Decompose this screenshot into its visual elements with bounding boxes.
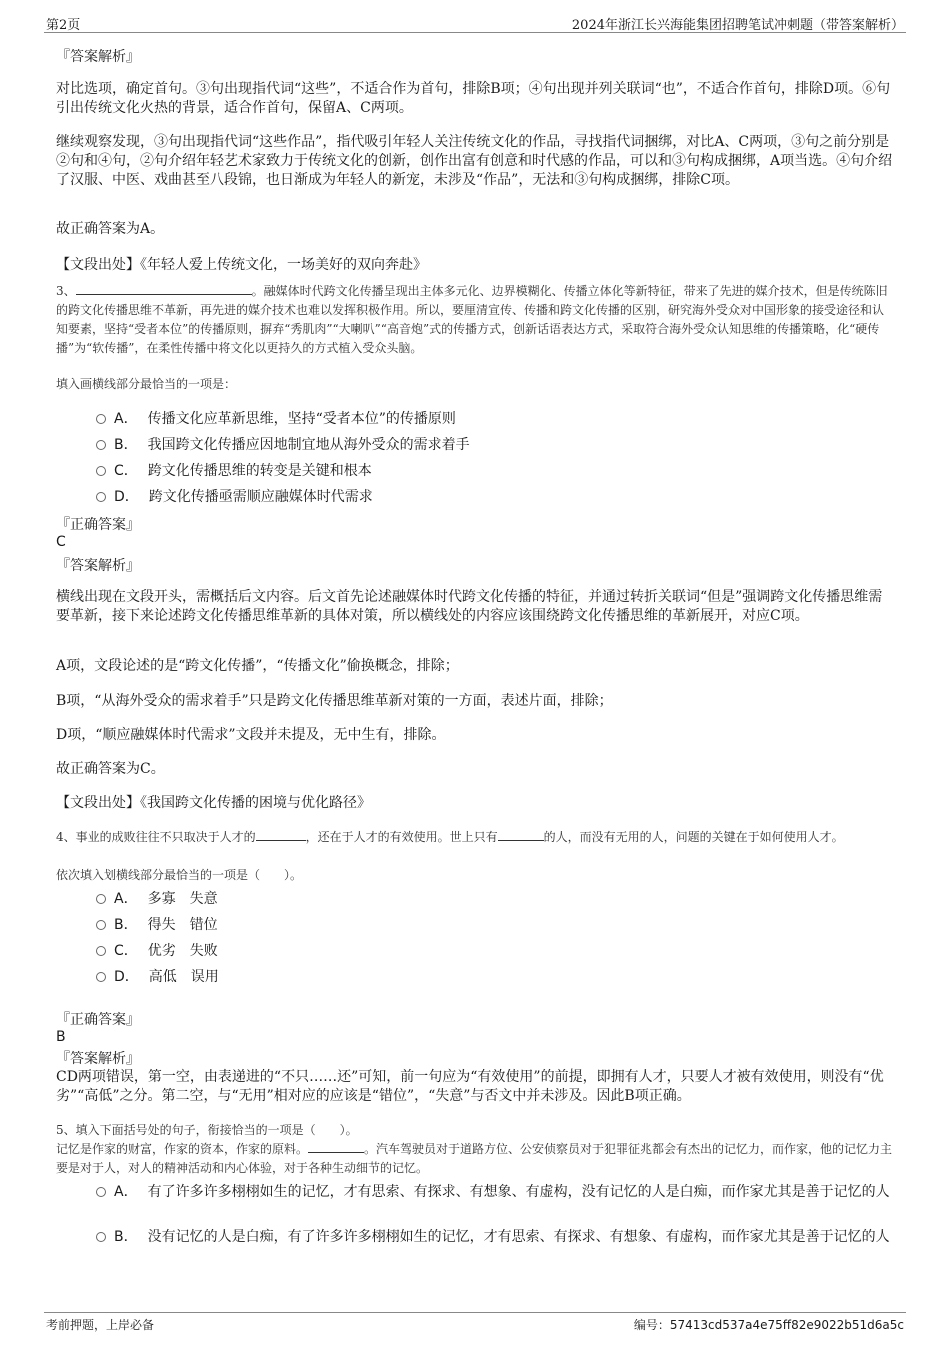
q4-prompt: 依次填入划横线部分最恰当的一项是（ ）。: [56, 868, 303, 882]
q3-conclusion: 故正确答案为C。: [56, 761, 165, 777]
q5-question: 5、填入下面括号处的句子，衔接恰当的一项是（ ）。: [56, 1123, 358, 1137]
q3-analysis-p2: A项，文段论述的是“跨文化传播”，“传播文化”偷换概念，排除；: [56, 658, 459, 674]
radio-button[interactable]: [96, 1187, 106, 1197]
q4-option-b[interactable]: B． 得失 错位: [96, 914, 896, 936]
q3-correct-answer: C: [56, 534, 66, 550]
radio-button[interactable]: [96, 894, 106, 904]
q4-blank-1: [256, 840, 306, 841]
q3-analysis-p4: D项，“顺应融媒体时代需求”文段并未提及，无中生有，排除。: [56, 727, 446, 743]
q3-passage: [56, 282, 894, 358]
q5-option-b[interactable]: B． 没有记忆的人是白痴，有了许多许多栩栩如生的记忆，才有思索、有探求、有想象、有虚构，而作家尤其是善于记忆的人: [96, 1226, 896, 1248]
radio-button[interactable]: [96, 972, 106, 982]
q3-blank: [76, 294, 252, 295]
q3-passage-text: 。融媒体时代跨文化传播呈现出主体多元化、边界模糊化、传播立体化等新特征，带来了先进的媒介技术，但是传统陈旧的跨文化传播思维不革新，再先进的媒介技术也难以发挥积极作用。所以，要厘清宣传、传播和跨文化传播的区别，研究海外受众对中国形象的接受途径和认知要素，坚持“受者本位”的传播原则，摒弃“秀肌肉”“大喇叭”“高音炮”式的传播方式，创新话语表达方式，采取符合海外受众认知思维的传播策略，化“硬传播”为“软传播”，在柔性传播中将文化以更持久的方式植入受众头脑。: [56, 284, 888, 355]
analysis-label: 『答案解析』: [56, 49, 140, 65]
q4-question: 4、事业的成败往往不只取决于人才的 ，还在于人才的有效使用。世上只有 的人，而没有无用的人，问题的关键在于如何使用人才。: [56, 830, 844, 844]
q3-number: 3、: [56, 284, 76, 298]
q4-blank-2: [498, 840, 544, 841]
q2-conclusion: 故正确答案为A。: [56, 221, 165, 237]
radio-button[interactable]: [96, 414, 106, 424]
radio-button[interactable]: [96, 466, 106, 476]
q5-blank: [308, 1152, 364, 1153]
q4-correct-answer: B: [56, 1029, 66, 1045]
correct-answer-label: 『正确答案』: [56, 1012, 140, 1028]
analysis-label: 『答案解析』: [56, 558, 140, 574]
q4-analysis: CD两项错误，第一空，由表递进的“不只……还”可知，前一句应为“有效使用”的前提，即拥有人才，只要人才被有效使用，则没有“优劣”“高低”之分。第二空，与“无用”相对应的应该是“错位”，“失意”与否文中并未涉及。因此B项正确。: [56, 1069, 884, 1104]
q3-option-d[interactable]: D． 跨文化传播亟需顺应融媒体时代需求: [96, 486, 896, 508]
q2-analysis-p1: 对比选项，确定首句。③句出现指代词“这些”，不适合作为首句，排除B项；④句出现并列关联词“也”，不适合作首句，排除D项。⑥句引出传统文化火热的背景，适合作首句，保留A、C两项。: [56, 81, 891, 116]
q3-option-a[interactable]: A． 传播文化应革新思维，坚持“受者本位”的传播原则: [96, 408, 896, 430]
q5-option-a[interactable]: A． 有了许多许多栩栩如生的记忆，才有思索、有探求、有想象、有虚构，没有记忆的人是白痴，而作家尤其是善于记忆的人: [96, 1181, 896, 1203]
radio-button[interactable]: [96, 920, 106, 930]
q3-prompt: 填入画横线部分最恰当的一项是：: [56, 377, 237, 391]
q4-option-c[interactable]: C． 优劣 失败: [96, 940, 896, 962]
correct-answer-label: 『正确答案』: [56, 517, 140, 533]
q3-option-c[interactable]: C． 跨文化传播思维的转变是关键和根本: [96, 460, 896, 482]
q3-option-b[interactable]: B． 我国跨文化传播应因地制宜地从海外受众的需求着手: [96, 434, 896, 456]
q2-analysis-p2: 继续观察发现，③句出现指代词“这些作品”，指代吸引年轻人关注传统文化的作品，寻找指代词捆绑，对比A、C两项，③句之前分别是②句和④句，②句介绍年轻艺术家致力于传统文化的创新，创作出富有创意和时代感的作品，可以和③句构成捆绑，A项当选。④句介绍了汉服、中医、戏曲甚至八段锦，也日渐成为年轻人的新宠，未涉及“作品”，无法和③句构成捆绑，排除C项。: [56, 134, 893, 188]
q2-source: 【文段出处】《年轻人爱上传统文化，一场美好的双向奔赴》: [56, 257, 427, 273]
page-number: 第2页: [46, 18, 81, 33]
radio-button[interactable]: [96, 946, 106, 956]
page-footer: [44, 1312, 906, 1333]
footer-slogan: 考前押题，上岸必备: [46, 1318, 155, 1332]
radio-button[interactable]: [96, 1232, 106, 1242]
q3-analysis-p3: B项，“从海外受众的需求着手”只是跨文化传播思维革新对策的一方面，表述片面，排除；: [56, 693, 613, 709]
q5-passage: 记忆是作家的财富，作家的资本，作家的原料。 。汽车驾驶员对于道路方位、公安侦察员对于犯罪征兆都会有杰出的记忆力，而作家，他的记忆力主要是对于人，对人的精神活动和内心体验，对于各种生动细节的记忆。: [56, 1142, 893, 1175]
radio-button[interactable]: [96, 440, 106, 450]
q4-option-a[interactable]: A． 多寡 失意: [96, 888, 896, 910]
q3-analysis-p1: 横线出现在文段开头，需概括后文内容。后文首先论述融媒体时代跨文化传播的特征，并通过转折关联词“但是”强调跨文化传播思维需要革新，接下来论述跨文化传播思维革新的具体对策，所以横线处的内容应该围绕跨文化传播思维的革新展开，对应C项。: [56, 589, 883, 624]
radio-button[interactable]: [96, 492, 106, 502]
document-title: 2024年浙江长兴海能集团招聘笔试冲刺题（带答案解析）: [571, 18, 904, 33]
q3-source: 【文段出处】《我国跨文化传播的困境与优化路径》: [56, 795, 371, 811]
analysis-label: 『答案解析』: [56, 1051, 140, 1067]
q4-option-d[interactable]: D． 高低 误用: [96, 966, 896, 988]
document-id: 编号：57413cd537a4e75ff82e9022b51d6a5c: [633, 1318, 904, 1332]
page-header: [44, 12, 906, 33]
